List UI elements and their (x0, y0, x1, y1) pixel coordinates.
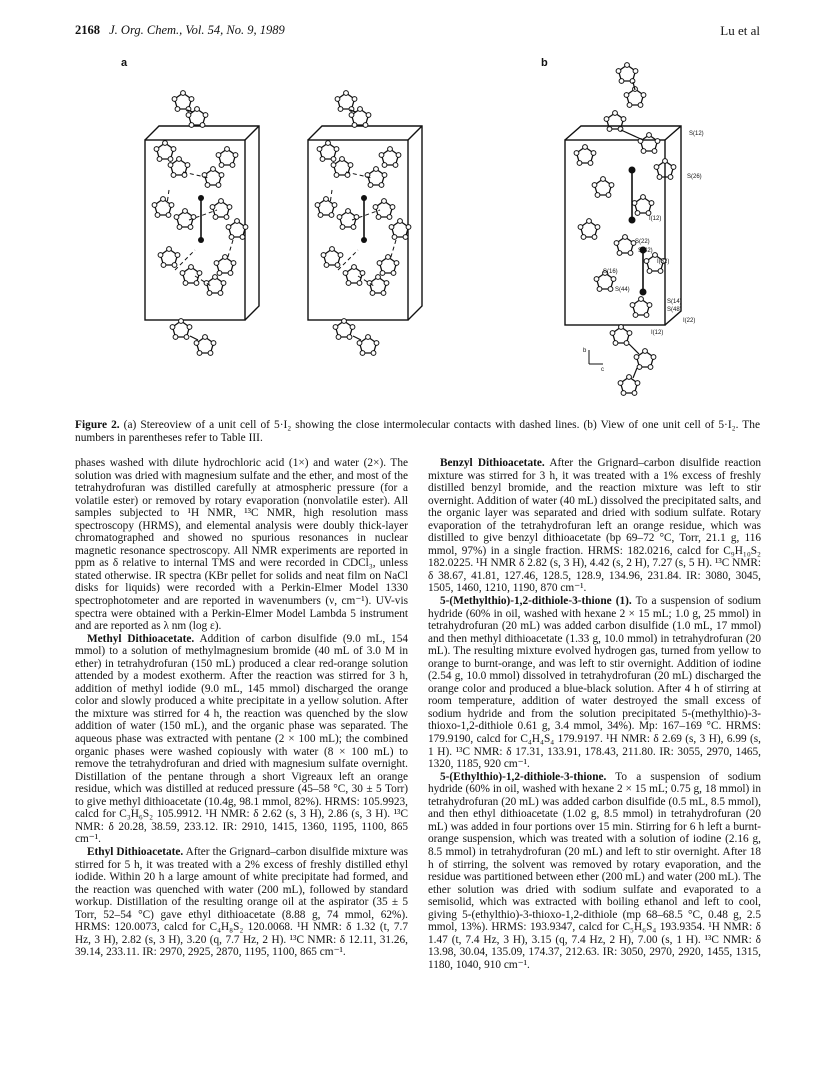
section-heading: 5-(Ethylthio)-1,2-dithiole-3-thione. (440, 770, 607, 783)
panel-a-label: a (121, 57, 128, 69)
atom-label: S(44) (615, 287, 630, 293)
paragraph: 5-(Methylthio)-1,2-dithiole-3-thione (1). To a suspension of sodium hydride (60% in oil, washed with hexane 2 × 15 mL; 1.0 g, 25 mmol) in tetrahydrofuran (20 mL) was added carbon disulfide (1.0 mL, 17 mmol) and then methyl dithioacetate (1.33 g, 10.0 mmol) in tetrahydrofuran (20 mL). The resulting mixture evolved hydrogen gas, turned from yellow to orange to burnt-orange, and was left to stir overnight. Addition of iodine (2.54 g, 10.0 mmol) dissolved in tetrahydrofuran (20 mL) discharged the orange color and produced a blue-black solution. After 4 h of stirring at room temperature, addition of water destroyed the small excess of sodium hydride and from the solution precipitated 5-(methylthio)-3-thioxo-1,2-dithiole 0.61 g, 3.4 mmol, 34%). Mp: 167–169 °C. HRMS: 179.9190, calcd for C₄H₄S₄ 179.9197. ¹H NMR: δ 2.69 (s, 3 H), 6.99 (s, 1 H). ¹³C NMR: δ 17.31, 133.91, 178.43, 211.80. IR: 3055, 2970, 1465, 1320, 1185, 920 cm⁻¹. (428, 595, 761, 771)
paragraph: phases washed with dilute hydrochloric acid (1×) and water (2×). The solution was dried with magnesium sulfate and the ether, and most of the tetrahydrofuran was distilled carefully at atmospheric pressure (for a volatile ester) or removed by rotary evaporation (nonvolatile ester). All samples subjected to ¹H NMR, ¹³C NMR, high resolution mass spectroscopy (HRMS), and elemental analysis were doubly thick-layer chromatographed and showed no spurious resonances in nuclear magnetic resonance spectroscopy. All NMR experiments are reported in ppm as δ relative to internal TMS and were recorded in CDCl₃, unless stated otherwise. IR spectra (KBr pellet for solids and neat film on NaCl disks for liquids) were recorded with a Perkin-Elmer Model 1330 spectrophotometer and are reported in wavenumbers (ν, cm⁻¹). UV-vis spectra were obtained with a Perkin-Elmer Model Lambda 5 instrument and are reported as λ nm (log ε). (75, 457, 408, 633)
paragraph: Benzyl Dithioacetate. After the Grignard–carbon disulfide reaction mixture was stirred for 3 h, it was treated with a 1% excess of freshly distilled benzyl bromide, and the reaction mixture was left to stir overnight. Addition of water (40 mL) dissolved the precipitated salts, and the organic layer was separated and dried with sodium sulfate. Rotary evaporation of the tetrahydrofuran left an orange residue, which was distilled to give benzyl dithioacetate (bp 69–72 °C, Torr, 21.1 g, 116 mmol, 97%) in a single fraction. HRMS: 182.0216, calcd for C₉H₁₀S₂ 182.0225. ¹H NMR δ 2.82 (s, 3 H), 4.42 (s, 2 H), 7.27 (s, 5 H). ¹³C NMR: δ 38.67, 41.81, 127.46, 128.5, 128.9, 134.96, 231.84. IR: 3080, 3045, 1505, 1460, 1210, 1190, 870 cm⁻¹. (428, 457, 761, 595)
author-running-head: Lu et al (720, 23, 760, 38)
paragraph: Ethyl Dithioacetate. After the Grignard–carbon disulfide mixture was stirred for 5 h, it was treated with a 2% excess of freshly distilled ethyl iodide. Within 20 h a large amount of white precipitate had formed, and the reaction was quenched with water (200 mL), followed by standard workup. Distillation of the resulting orange oil at the aspirator (35 ± 5 Torr, 52–54 °C) gave ethyl dithioacetate (8.88 g, 74 mmol, 62%). HRMS: 120.0073, calcd for C₄H₈S₂ 120.0068. ¹H NMR: δ 1.32 (t, 7.7 Hz, 3 H), 2.82 (s, 3 H), 3.20 (q, 7.7 Hz, 2 H). ¹³C NMR: δ 12.11, 31.26, 39.14, 233.11. IR: 2970, 2925, 2870, 1195, 1100, 865 cm⁻¹. (75, 845, 408, 959)
axis-b-label: b (583, 348, 587, 354)
atom-label: S(22) (635, 239, 650, 245)
figure-caption-text: (a) Stereoview of a unit cell of 5·I₂ showing the close intermolecular contacts with dashed lines. (b) View of one unit cell of 5·I₂. The numbers in parentheses refer to Table III. (75, 419, 760, 444)
page-number: 2168 (75, 23, 100, 37)
atom-label: S(12) (689, 131, 704, 137)
section-heading: 5-(Methylthio)-1,2-dithiole-3-thione (1). (440, 595, 632, 608)
section-heading: Ethyl Dithioacetate. (87, 845, 184, 858)
atom-label: S(16) (603, 269, 618, 275)
atom-label: S(42) (638, 248, 653, 254)
journal-citation: J. Org. Chem., Vol. 54, No. 9, 1989 (109, 23, 285, 37)
atom-label: S(14) (667, 299, 682, 305)
atom-label: I(12) (649, 216, 662, 222)
paragraph: Methyl Dithioacetate. Addition of carbon disulfide (9.0 mL, 154 mmol) to a solution of methylmagnesium bromide (40 mL of 3.0 M in ether) in tetrahydrofuran (150 mL) produced a clear red-orange solution attended by a modest exotherm. After the reaction was stirred for 3 h, addition of methyl iodide (9.0 mL, 145 mmol) discharged the orange color and slowly produced a white precipitate in a yellow solution. After the mixture was stirred for 4 h, the reaction was quenched by the slow addition of water (150 mL), and the organic phase was separated. The aqueous phase was extracted with pentane (2 × 100 mL); the combined organic phases were washed copiously with water (8 × 100 mL) to remove the tetrahydrofuran and dried with magnesium sulfate overnight. Distillation of the pentane through a short Vigreaux left an orange residue, which was distilled at reduced pressure (45–58 °C, 30 ± 5 Torr) to give methyl dithioacetate (10.4g, 98.1 mmol, 82%). HRMS: 105.9923, calcd for C₃H₆S₂ 105.9912. ¹H NMR: δ 2.62 (s, 3 H), 2.86 (s, 3 H). ¹³C NMR: δ 20.28, 38.59, 233.12. IR: 2910, 1415, 1360, 1195, 1100, 865 cm⁻¹. (75, 632, 408, 846)
atom-label: S(48) (667, 307, 682, 313)
section-heading: Benzyl Dithioacetate. (440, 457, 545, 469)
section-heading: Methyl Dithioacetate. (87, 632, 195, 645)
left-text-column (75, 457, 408, 959)
running-header (75, 23, 760, 41)
figure-caption (75, 419, 760, 444)
crystal-structure-figure (75, 60, 760, 420)
axis-c-label: c (601, 367, 604, 373)
atom-label: S(26) (687, 174, 702, 180)
panel-b-label: b (541, 57, 548, 69)
right-text-column (428, 457, 761, 971)
paragraph: 5-(Ethylthio)-1,2-dithiole-3-thione. To a suspension of sodium hydride (60% in oil, washed with hexane 2 × 15 mL; 0.75 g, 18 mmol) in tetrahydrofuran (20 mL) was added carbon disulfide (0.5 mL, 8.5 mmol), and then ethyl dithioacetate (1.02 g, 8.5 mmol) in tetrahydrofuran (20 mL) was added in four portions over 15 min. Stirring for 6 h left a burnt-orange suspension, which was treated with a solution of iodine (2.16 g, 8.5 mmol) in tetrahydrofuran (20 mL) and left to stir overnight. After 18 h of stirring, the solvent was removed by rotary evaporation, and the residue was partitioned between ether (200 mL) and water (200 mL). The ether solution was dried with sodium sulfate and evaporated to a semisolid, which was extracted with boiling ethanol and left to cool, giving 5-(ethylthio)-3-thioxo-1,2-dithiole (mp 68–68.5 °C, 0.48 g, 2.5 mmol, 13%). HRMS: 193.9347, calcd for C₅H₆S₄ 193.9354. ¹H NMR: δ 1.47 (t, 7.4 Hz, 3 H), 3.15 (q, 7.4 Hz, 2 H), 7.00 (s, 1 H). ¹³C NMR: δ 13.98, 30.04, 135.09, 174.37, 212.63. IR: 3050, 2970, 2920, 1455, 1315, 1180, 1040, 910 cm⁻¹. (428, 770, 761, 971)
figure-caption-label: Figure 2. (75, 419, 120, 431)
atom-label: I(32) (657, 259, 670, 265)
atom-label: I(12) (651, 330, 664, 336)
atom-label: I(22) (683, 318, 696, 324)
